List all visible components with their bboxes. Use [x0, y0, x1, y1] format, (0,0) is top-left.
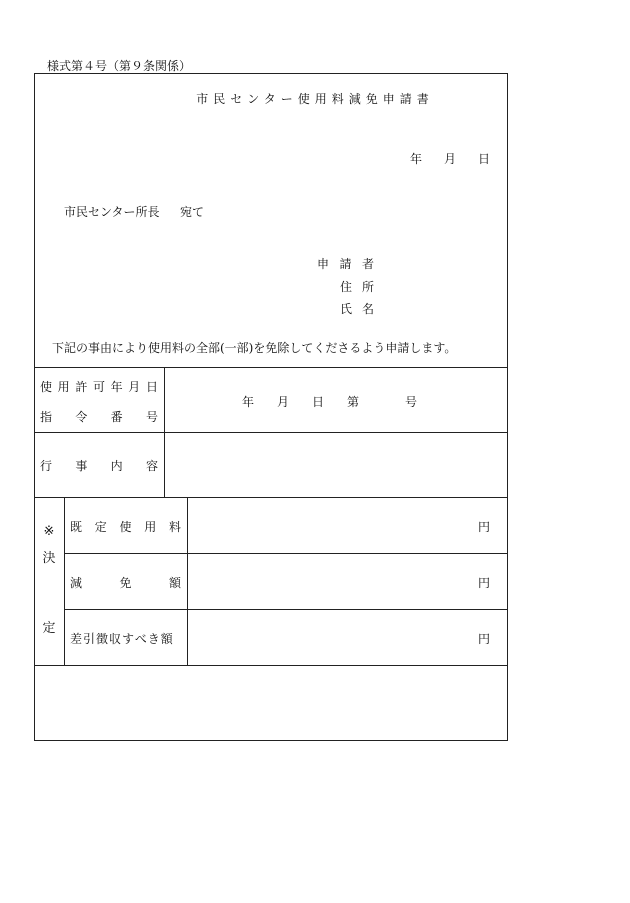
decision-label-divider	[187, 497, 188, 665]
standard-fee-yen: 円	[478, 520, 491, 534]
reduction-amount-yen: 円	[478, 576, 491, 590]
balance-due-label: 差引徴収すべき額	[70, 632, 174, 646]
applicant-label: 申 請 者	[317, 257, 374, 271]
reduction-amount-label: 減 免 額	[70, 576, 181, 590]
divider-after-permit	[34, 432, 508, 433]
official-use-mark: ※	[43, 524, 55, 539]
addressee-suffix: 宛て	[180, 205, 205, 219]
divider-after-event	[34, 497, 508, 498]
document-title: 市民センター使用料減免申請書	[196, 92, 434, 106]
divider-after-decision	[34, 665, 508, 666]
event-content-label: 行 事 内 容	[40, 459, 158, 473]
permit-date-label: 使 用 許 可 年 月 日	[40, 380, 158, 394]
divider-decision-2	[64, 609, 508, 610]
applicant-name-label: 氏 名	[340, 302, 374, 316]
decision-char-2: 定	[42, 621, 56, 636]
decision-mark-divider	[64, 497, 65, 665]
addressee: 市民センター所長	[64, 205, 160, 219]
label-column-divider	[164, 367, 165, 497]
day-label: 日	[477, 152, 490, 166]
decision-char-1: 決	[42, 551, 56, 566]
year-label: 年	[410, 152, 423, 166]
divider-top-section	[34, 367, 508, 368]
balance-due-yen: 円	[478, 632, 491, 646]
applicant-address-label: 住 所	[340, 280, 374, 294]
application-date	[410, 150, 490, 167]
request-statement: 下記の事由により使用料の全部(一部)を免除してくださるよう申請します。	[52, 341, 457, 355]
month-label: 月	[443, 152, 456, 166]
divider-decision-1	[64, 553, 508, 554]
directive-number-label: 指 令 番 号	[40, 410, 158, 424]
standard-fee-label: 既 定 使 用 料	[70, 520, 181, 534]
form-number-label: 様式第４号（第９条関係）	[47, 59, 192, 73]
